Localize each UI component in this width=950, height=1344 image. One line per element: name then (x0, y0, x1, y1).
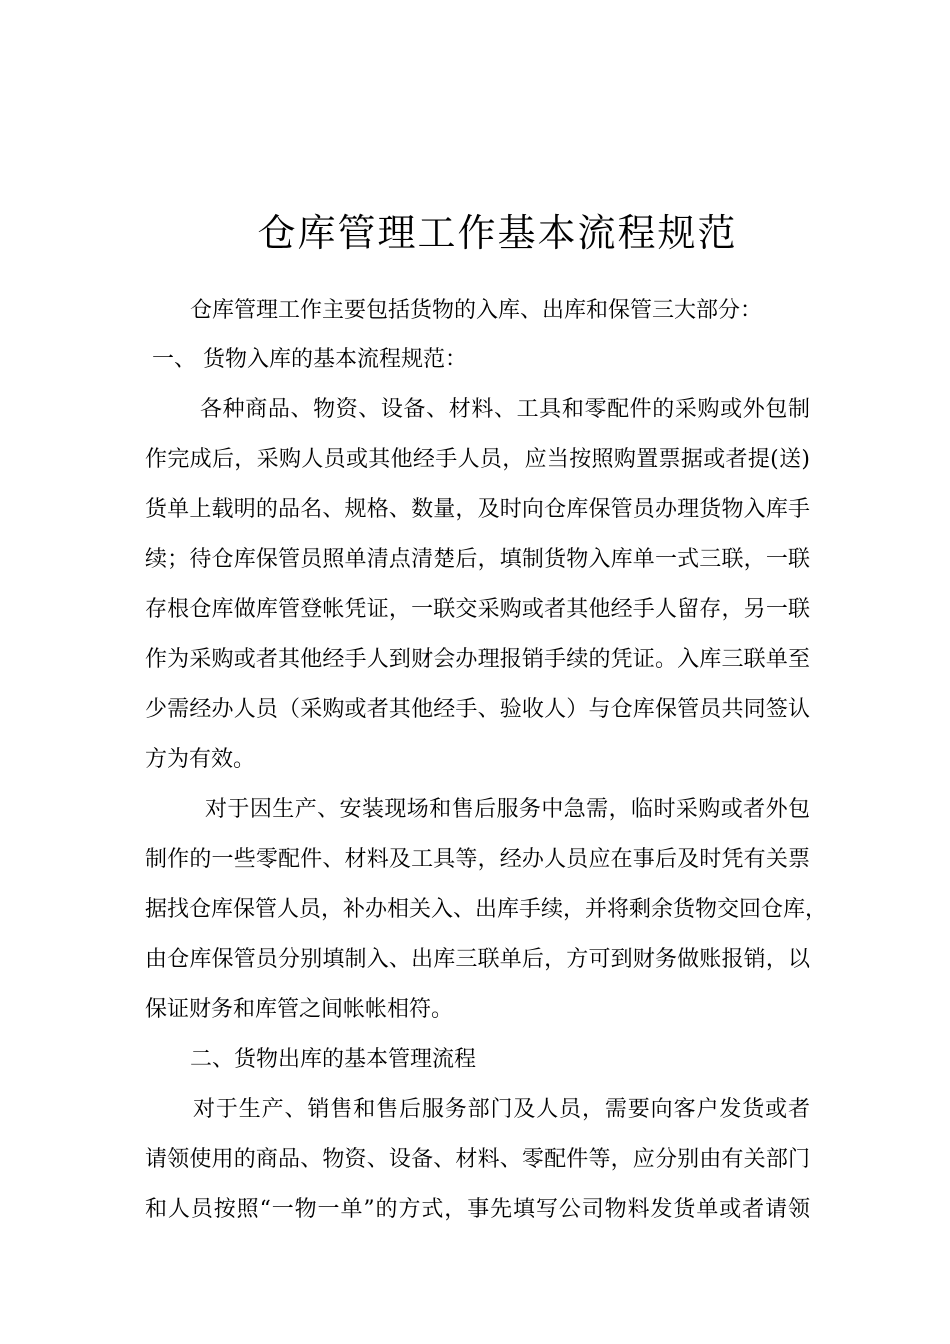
paragraph-2-line: 保证财务和库管之间帐帐相符。 (145, 997, 454, 1022)
paragraph-2-line: 由仓库保管员分别填制入、出库三联单后，方可到财务做账报销，以 (145, 947, 810, 972)
paragraph-3-line: 和人员按照“一物一单”的方式，事先填写公司物料发货单或者请领 (145, 1197, 810, 1222)
paragraph-1-line: 方为有效。 (145, 747, 256, 772)
intro-paragraph: 仓库管理工作主要包括货物的入库、出库和保管三大部分： (190, 298, 763, 323)
paragraph-1-line: 各种商品、物资、设备、材料、工具和零配件的采购或外包制 (200, 397, 810, 422)
paragraph-2-line: 制作的一些零配件、材料及工具等，经办人员应在事后及时凭有关票 (145, 847, 810, 872)
paragraph-1-line: 作为采购或者其他经手人到财会办理报销手续的凭证。入库三联单至 (145, 647, 810, 672)
paragraph-1-line: 续；待仓库保管员照单清点清楚后，填制货物入库单一式三联，一联 (145, 547, 810, 572)
section-1-heading: 一、 货物入库的基本流程规范： (152, 347, 467, 372)
paragraph-2-line: 对于因生产、安装现场和售后服务中急需，临时采购或者外包 (205, 797, 810, 822)
document-title: 仓库管理工作基本流程规范 (257, 211, 738, 255)
paragraph-1-line: 少需经办人员（采购或者其他经手、验收人）与仓库保管员共同签认 (145, 697, 810, 722)
paragraph-3-line: 请领使用的商品、物资、设备、材料、零配件等，应分别由有关部门 (145, 1147, 810, 1172)
paragraph-1-line: 货单上载明的品名、规格、数量，及时向仓库保管员办理货物入库手 (145, 497, 810, 522)
paragraph-1-line: 存根仓库做库管登帐凭证，一联交采购或者其他经手人留存，另一联 (145, 597, 810, 622)
paragraph-1-line: 作完成后，采购人员或其他经手人员，应当按照购置票据或者提(送) (145, 447, 810, 472)
section-2-heading: 二、货物出库的基本管理流程 (190, 1047, 477, 1072)
paragraph-2-line: 据找仓库保管人员，补办相关入、出库手续，并将剩余货物交回仓库， (145, 897, 828, 922)
paragraph-3-line: 对于生产、销售和售后服务部门及人员，需要向客户发货或者 (193, 1097, 810, 1122)
